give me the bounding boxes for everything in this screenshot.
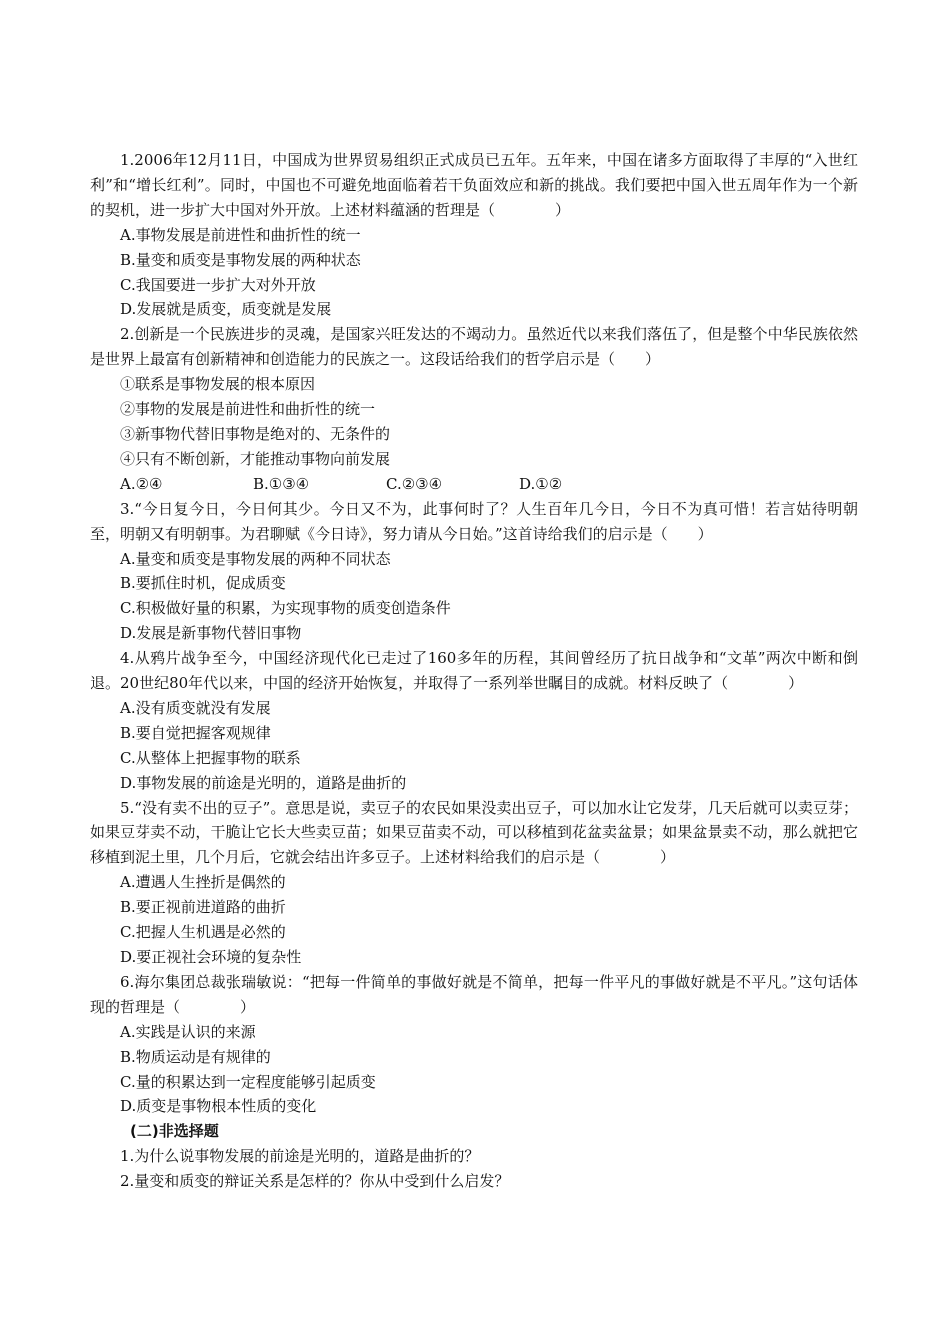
question-2-choices: [90, 472, 858, 497]
question-2-stem: 2.创新是一个民族进步的灵魂，是国家兴旺发达的不竭动力。虽然近代以来我们落伍了，但是整个中华民族依然是世界上最富有创新精神和创造能力的民族之一。这段话给我们的哲学启示是（ ）: [90, 325, 858, 369]
question-3-stem: 3.“今日复今日，今日何其少。今日又不为，此事何时了？人生百年几今日，今日不为真可惜！若言姑待明朝至，明朝又有明朝事。为君聊赋《今日诗》，努力请从今日始。”这首诗给我们的启示是（ ）: [90, 499, 858, 543]
question-5-option-b: B.要正视前进道路的曲折: [120, 898, 286, 917]
question-6-option-c: C.量的积累达到一定程度能够引起质变: [120, 1072, 376, 1091]
question-2-statement-2: ②事物的发展是前进性和曲折性的统一: [120, 400, 376, 419]
question-2-statement-4: ④只有不断创新，才能推动事物向前发展: [120, 449, 391, 468]
question-2-choice-b: B.①③④: [253, 474, 310, 493]
question-2-choice-a: A.②④: [120, 474, 163, 493]
section-2-title: (二)非选择题: [130, 1122, 219, 1141]
question-3-option-b: B.要抓住时机，促成质变: [120, 574, 286, 593]
question-1-option-b: B.量变和质变是事物发展的两种状态: [120, 250, 361, 269]
question-3-option-a: A.量变和质变是事物发展的两种不同状态: [120, 549, 391, 568]
question-2-statement-1: ①联系是事物发展的根本原因: [120, 375, 316, 394]
question-1-option-d: D.发展就是质变，质变就是发展: [120, 300, 332, 319]
question-1-option-c: C.我国要进一步扩大对外开放: [120, 275, 316, 294]
question-4-stem: 4.从鸦片战争至今，中国经济现代化已走过了160多年的历程，其间曾经历了抗日战争和“文革”两次中断和倒退。20世纪80年代以来，中国的经济开始恢复，并取得了一系列举世瞩目的成就。材料反映了（ ）: [90, 649, 858, 693]
question-2-choice-d: D.①②: [519, 474, 563, 493]
question-5-stem: 5.“没有卖不出的豆子”。意思是说，卖豆子的农民如果没卖出豆子，可以加水让它发芽，几天后就可以卖豆芽；如果豆芽卖不动，干脆让它长大些卖豆苗；如果豆苗卖不动，可以移植到花盆卖盆景；如果盆景卖不动，那么就把它移植到泥土里，几个月后，它就会结出许多豆子。上述材料给我们的启示是（ ）: [90, 798, 858, 867]
question-4-option-a: A.没有质变就没有发展: [120, 698, 271, 717]
question-2-statement-3: ③新事物代替旧事物是绝对的、无条件的: [120, 424, 391, 443]
question-4-option-b: B.要自觉把握客观规律: [120, 723, 271, 742]
question-3-option-c: C.积极做好量的积累，为实现事物的质变创造条件: [120, 599, 451, 618]
question-6-option-a: A.实践是认识的来源: [120, 1022, 256, 1041]
section-2-item-1: 1.为什么说事物发展的前途是光明的，道路是曲折的？: [120, 1147, 480, 1166]
question-5-option-c: C.把握人生机遇是必然的: [120, 923, 286, 942]
question-6-stem: 6.海尔集团总裁张瑞敏说：“把每一件简单的事做好就是不简单，把每一件平凡的事做好就是不平凡。”这句话体现的哲理是（ ）: [90, 972, 858, 1016]
document-page: [90, 148, 858, 1194]
question-5-option-a: A.遭遇人生挫折是偶然的: [120, 873, 286, 892]
question-4-option-c: C.从整体上把握事物的联系: [120, 748, 301, 767]
question-1-stem: 1.2006年12月11日，中国成为世界贸易组织正式成员已五年。五年来，中国在诸多方面取得了丰厚的“入世红利”和“增长红利”。同时，中国也不可避免地面临着若干负面效应和新的挑战。我们要把中国入世五周年作为一个新的契机，进一步扩大中国对外开放。上述材料蕴涵的哲理是（ ）: [90, 151, 858, 219]
question-3-option-d: D.发展是新事物代替旧事物: [120, 624, 302, 643]
question-2-choice-c: C.②③④: [386, 474, 443, 493]
question-5-option-d: D.要正视社会环境的复杂性: [120, 948, 302, 966]
section-2-item-2: 2.量变和质变的辩证关系是怎样的？你从中受到什么启发？: [120, 1172, 510, 1191]
question-1-option-a: A.事物发展是前进性和曲折性的统一: [120, 225, 361, 244]
question-6-option-d: D.质变是事物根本性质的变化: [120, 1097, 317, 1116]
question-4-option-d: D.事物发展的前途是光明的，道路是曲折的: [120, 773, 407, 792]
question-6-option-b: B.物质运动是有规律的: [120, 1047, 271, 1066]
